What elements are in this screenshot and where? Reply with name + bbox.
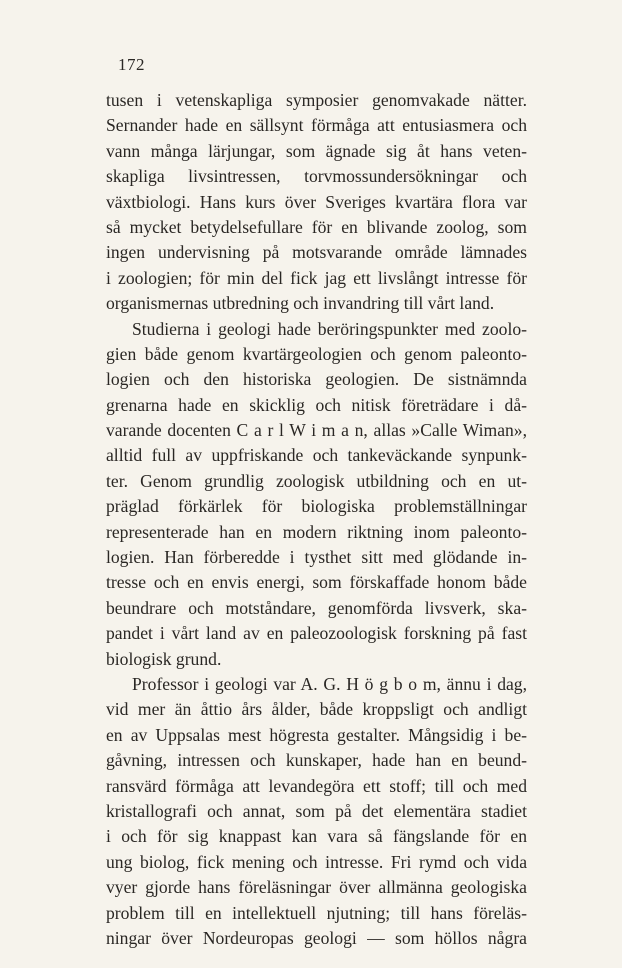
text-line: biologisk grund. bbox=[106, 648, 222, 669]
text-line: tresse och en envis energi, som förskaffade honom både bbox=[106, 572, 527, 593]
text-line: pandet i vårt land av en paleozoologisk forskning på fast bbox=[106, 623, 527, 644]
text-line: Sernander hade en sällsynt förmåga att entusiasmera och bbox=[106, 115, 527, 136]
text-line: beundrare och motståndare, genomförda livsverk, ska- bbox=[106, 597, 527, 618]
text-line: gåvning, intressen och kunskaper, hade han en beund- bbox=[106, 750, 527, 771]
text-line: växtbiologi. Hans kurs över Sveriges kvartära flora var bbox=[106, 191, 527, 212]
text-line: gien både genom kvartärgeologien och genom paleonto- bbox=[106, 343, 527, 364]
text-line: vyer gjorde hans föreläsningar över allmänna geologiska bbox=[106, 877, 527, 898]
text-line: organismernas utbredning och invandring till vårt land. bbox=[106, 293, 495, 314]
text-line: ingen undervisning på motsvarande område lämnades bbox=[106, 242, 527, 263]
text-line: skapliga livsintressen, torvmossundersökningar och bbox=[106, 166, 527, 187]
text-line: varande docenten C a r l W i m a n, allas »Calle Wiman», bbox=[106, 420, 527, 441]
text-line: ransvärd förmåga att levandegöra ett stoff; till och med bbox=[106, 775, 527, 796]
text-line: kristallografi och annat, som på det elementära stadiet bbox=[106, 800, 527, 821]
text-line: logien och den historiska geologien. De sistnämnda bbox=[106, 369, 527, 390]
text-line: grenarna hade en skicklig och nitisk företrädare i då- bbox=[106, 394, 527, 415]
text-line: vann många lärjungar, som ägnade sig åt hans veten- bbox=[106, 140, 527, 161]
text-line: alltid full av uppfriskande och tankeväckande synpunk- bbox=[106, 445, 527, 466]
text-line: vid mer än åttio års ålder, både kroppsligt och andligt bbox=[106, 699, 527, 720]
text-line: i och för sig knappast kan vara så fängslande för en bbox=[106, 826, 527, 847]
text-line: logien. Han förberedde i tysthet sitt med glödande in- bbox=[106, 547, 527, 568]
text-line: i zoologien; för min del fick jag ett livslångt intresse för bbox=[106, 267, 527, 288]
text-line: problem till en intellektuell njutning; till hans föreläs- bbox=[106, 902, 527, 923]
text-line: ter. Genom grundlig zoologisk utbildning och en ut- bbox=[106, 470, 527, 491]
body-text bbox=[106, 88, 527, 951]
text-line: tusen i vetenskapliga symposier genomvakade nätter. bbox=[106, 90, 527, 110]
text-line: präglad förkärlek för biologiska problemställningar bbox=[106, 496, 527, 517]
text-line: Studierna i geologi hade beröringspunkter med zoolo- bbox=[132, 318, 527, 339]
page-number: 172 bbox=[118, 55, 145, 74]
text-line: ung biolog, fick mening och intresse. Fri rymd och vida bbox=[106, 851, 527, 872]
text-line: Professor i geologi var A. G. H ö g b o m, ännu i dag, bbox=[132, 673, 527, 694]
text-line: representerade han en modern riktning inom paleonto- bbox=[106, 521, 527, 542]
text-line: ningar över Nordeuropas geologi — som höllos några bbox=[106, 927, 527, 948]
text-line: så mycket betydelsefullare för en blivande zoolog, som bbox=[106, 216, 527, 237]
text-line: en av Uppsalas mest högresta gestalter. Mångsidig i be- bbox=[106, 724, 527, 745]
